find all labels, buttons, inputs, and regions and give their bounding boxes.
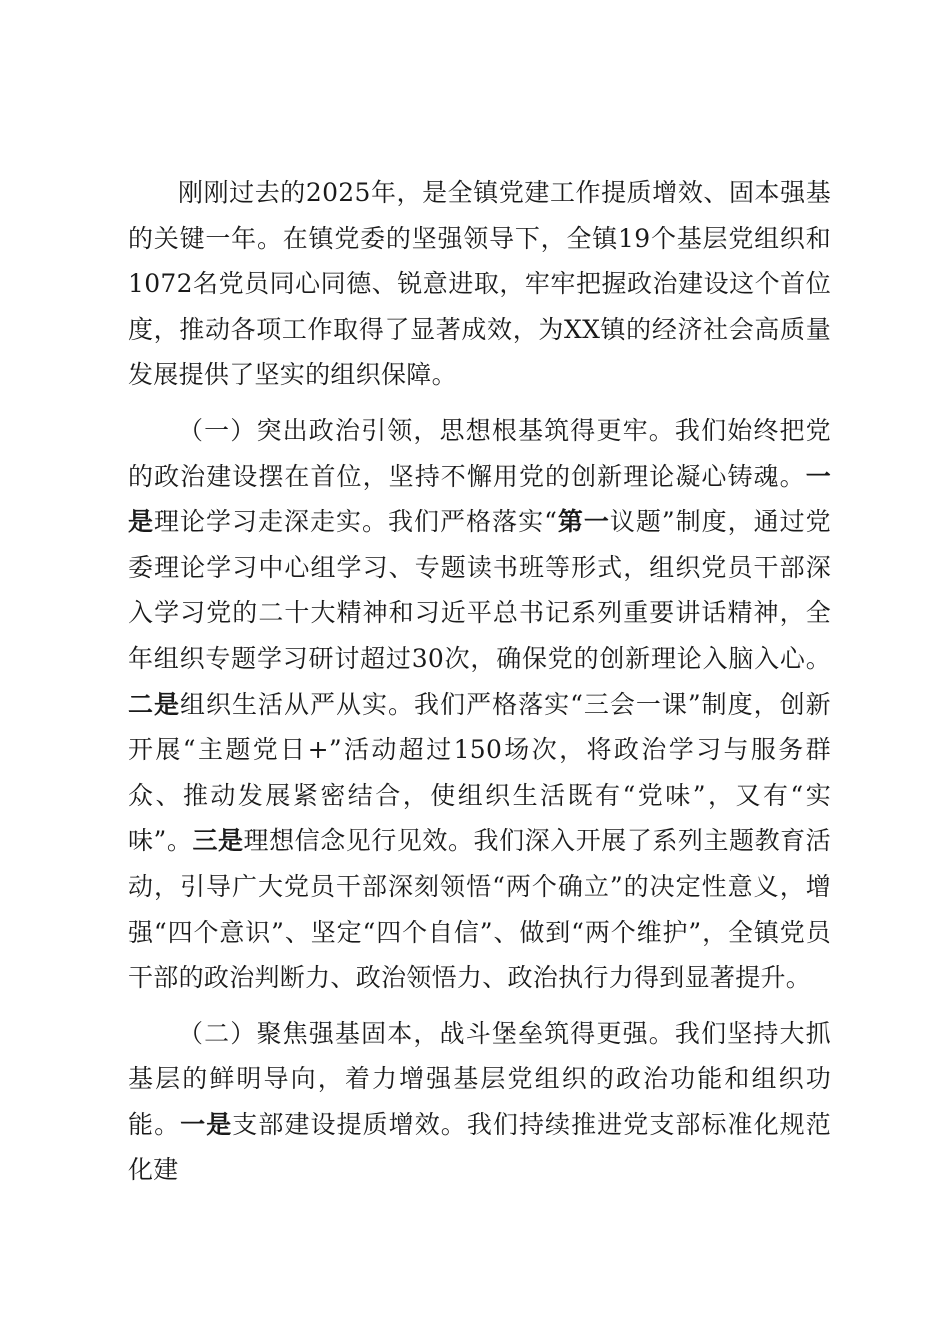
intro-text: 刚刚过去的2025年，是全镇党建工作提质增效、固本强基的关键一年。在镇党委的坚强领导下，全镇19个基层党组织和1072名党员同心同德、锐意进取，牢牢把握政治建设这个首位度，推动各项工作取得了显著成效，为XX镇的经济社会高质量发展提供了坚实的组织保障。 — [128, 178, 831, 390]
bold-marker-diyi: 第一 — [557, 507, 610, 537]
section-2-heading-text: （二）聚焦强基固本，战斗堡垒筑得更强。我们坚持大抓基层的鲜明导向，着力增强基层党组织的政治功能和组织功能。 — [128, 1018, 831, 1139]
document-body — [128, 170, 831, 1193]
section-1-heading-text: （一）突出政治引领，思想根基筑得更牢。我们始终把党的政治建设摆在首位，坚持不懈用党的创新理论凝心铸魂。 — [128, 415, 831, 491]
section-2-point-1-text: 支部建设提质增效。我们持续推进党支部标准化规范化建 — [128, 1109, 832, 1185]
section-1-point-2-text: 组织生活从严从实。我们严格落实“三会一课”制度，创新开展“主题党日+”活动超过150场次，将政治学习与服务群众、推动发展紧密结合，使组织生活既有“党味”，又有“实味”。 — [128, 689, 831, 856]
paragraph-intro — [128, 170, 831, 398]
paragraph-section-2 — [128, 1011, 831, 1193]
section-1-point-1-text-b: 议题”制度，通过党委理论学习中心组学习、专题读书班等形式，组织党员干部深入学习党的二十大精神和习近平总书记系列重要讲话精神，全年组织专题学习研讨超过30次，确保党的创新理论入脑入心。 — [128, 507, 831, 673]
bold-marker-second: 二是 — [128, 689, 181, 719]
section-1-point-1-text-a: 理论学习走深走实。我们严格落实“ — [154, 507, 558, 537]
section-1-point-3-text: 理想信念见行见效。我们深入开展了系列主题教育活动，引导广大党员干部深刻领悟“两个确立”的决定性意义，增强“四个意识”、坚定“四个自信”、做到“两个维护”，全镇党员干部的政治判断力、政治领悟力、政治执行力得到显著提升。 — [128, 826, 831, 993]
bold-marker-first-2: 一是 — [180, 1109, 233, 1139]
paragraph-section-1 — [128, 408, 831, 1001]
bold-marker-third: 三是 — [192, 826, 244, 856]
bold-marker-first: 一是 — [128, 461, 831, 537]
